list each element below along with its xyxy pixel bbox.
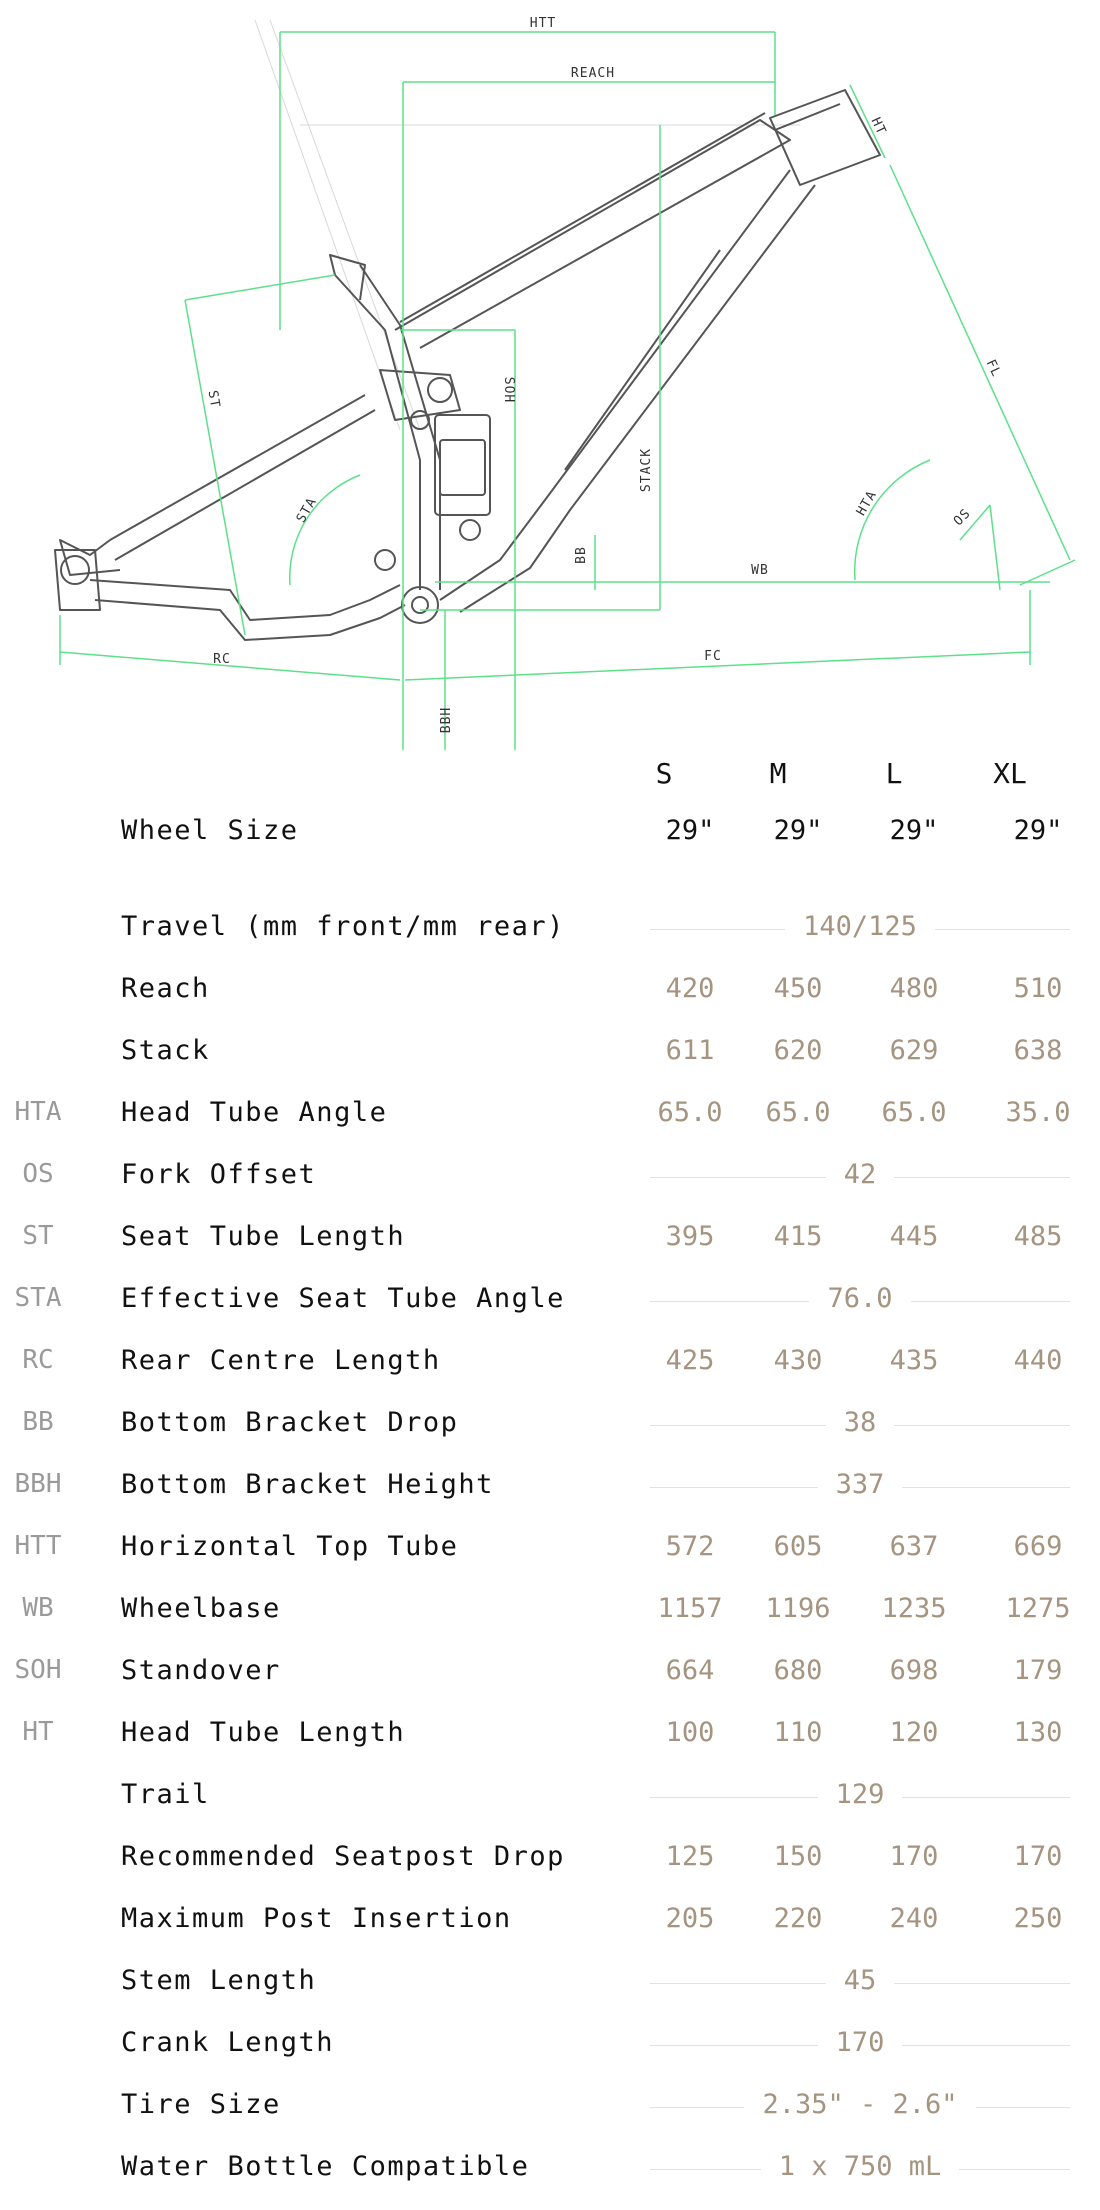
size-value: 415 bbox=[773, 1221, 823, 1252]
table-row bbox=[0, 1821, 1100, 1883]
size-value: 1235 bbox=[881, 1593, 947, 1624]
size-column-headers bbox=[0, 757, 1100, 797]
fl-label: FL bbox=[982, 357, 1004, 380]
table-row bbox=[0, 2131, 1100, 2193]
soh-label: SOH bbox=[501, 376, 516, 404]
table-row bbox=[0, 1015, 1100, 1077]
row-abbreviation: BBH bbox=[14, 1469, 62, 1499]
bb-label: BB bbox=[574, 546, 589, 564]
table-row bbox=[0, 1077, 1100, 1139]
row-label: Stack bbox=[121, 1035, 210, 1066]
spanning-value bbox=[650, 1469, 1070, 1505]
table-row bbox=[0, 1201, 1100, 1263]
htt-label: HTT bbox=[529, 16, 557, 31]
size-header: M bbox=[769, 757, 787, 790]
table-row bbox=[0, 1945, 1100, 2007]
all-sizes-value: 140/125 bbox=[785, 911, 935, 942]
size-value: 125 bbox=[665, 1841, 715, 1872]
size-value: 395 bbox=[665, 1221, 715, 1252]
row-label: Effective Seat Tube Angle bbox=[121, 1283, 565, 1314]
all-sizes-value: 170 bbox=[818, 2027, 903, 2058]
size-value: 638 bbox=[1013, 1035, 1063, 1066]
row-abbreviation: HTA bbox=[14, 1097, 62, 1127]
size-value: 250 bbox=[1013, 1903, 1063, 1934]
table-row bbox=[0, 953, 1100, 1015]
size-header: XL bbox=[993, 757, 1027, 790]
st-label: ST bbox=[204, 389, 223, 410]
sta-label: STA bbox=[293, 495, 321, 526]
size-value: 664 bbox=[665, 1655, 715, 1686]
row-label: Head Tube Length bbox=[121, 1717, 406, 1748]
row-label: Maximum Post Insertion bbox=[121, 1903, 512, 1934]
row-label: Head Tube Angle bbox=[121, 1097, 388, 1128]
size-value: 1157 bbox=[657, 1593, 723, 1624]
table-row bbox=[0, 1697, 1100, 1759]
size-value: 29" bbox=[773, 815, 823, 846]
size-value: 170 bbox=[1013, 1841, 1063, 1872]
all-sizes-value: 2.35" - 2.6" bbox=[744, 2089, 975, 2120]
ht-label: HT bbox=[867, 115, 889, 138]
row-label: Tire Size bbox=[121, 2089, 281, 2120]
fc-label: FC bbox=[704, 649, 722, 664]
table-row bbox=[0, 1883, 1100, 1945]
size-value: 637 bbox=[889, 1531, 939, 1562]
bbh-label: BBH bbox=[439, 706, 454, 734]
size-value: 130 bbox=[1013, 1717, 1063, 1748]
row-label: Standover bbox=[121, 1655, 281, 1686]
row-label: Wheel Size bbox=[121, 815, 299, 846]
size-value: 485 bbox=[1013, 1221, 1063, 1252]
size-value: 65.0 bbox=[765, 1097, 831, 1128]
size-value: 480 bbox=[889, 973, 939, 1004]
row-label: Wheelbase bbox=[121, 1593, 281, 1624]
size-header: S bbox=[655, 757, 673, 790]
spanning-value bbox=[650, 1779, 1070, 1815]
size-value: 611 bbox=[665, 1035, 715, 1066]
size-value: 605 bbox=[773, 1531, 823, 1562]
table-row bbox=[0, 1325, 1100, 1387]
size-value: 65.0 bbox=[657, 1097, 723, 1128]
size-value: 100 bbox=[665, 1717, 715, 1748]
row-label: Fork Offset bbox=[121, 1159, 317, 1190]
row-abbreviation: HTT bbox=[14, 1531, 62, 1561]
spanning-value bbox=[650, 1283, 1070, 1319]
size-value: 240 bbox=[889, 1903, 939, 1934]
reach-label: REACH bbox=[570, 66, 616, 81]
size-value: 220 bbox=[773, 1903, 823, 1934]
size-value: 29" bbox=[1013, 815, 1063, 846]
size-value: 698 bbox=[889, 1655, 939, 1686]
size-value: 620 bbox=[773, 1035, 823, 1066]
os-label: OS bbox=[950, 505, 975, 530]
row-label: Recommended Seatpost Drop bbox=[121, 1841, 565, 1872]
row-abbreviation: BB bbox=[22, 1407, 54, 1437]
wb-label: WB bbox=[751, 563, 769, 578]
row-label: Water Bottle Compatible bbox=[121, 2151, 530, 2182]
size-value: 120 bbox=[889, 1717, 939, 1748]
size-value: 110 bbox=[773, 1717, 823, 1748]
size-value: 445 bbox=[889, 1221, 939, 1252]
stack-label: STACK bbox=[639, 447, 654, 493]
row-label: Trail bbox=[121, 1779, 210, 1810]
size-value: 435 bbox=[889, 1345, 939, 1376]
all-sizes-value: 337 bbox=[818, 1469, 903, 1500]
size-value: 510 bbox=[1013, 973, 1063, 1004]
size-value: 425 bbox=[665, 1345, 715, 1376]
size-value: 430 bbox=[773, 1345, 823, 1376]
table-row bbox=[0, 795, 1100, 861]
rc-label: RC bbox=[213, 652, 231, 667]
all-sizes-value: 76.0 bbox=[809, 1283, 910, 1314]
table-row bbox=[0, 1139, 1100, 1201]
all-sizes-value: 129 bbox=[818, 1779, 903, 1810]
table-row bbox=[0, 2007, 1100, 2069]
row-abbreviation: RC bbox=[22, 1345, 54, 1375]
size-value: 179 bbox=[1013, 1655, 1063, 1686]
row-label: Travel (mm front/mm rear) bbox=[121, 911, 565, 942]
all-sizes-value: 1 x 750 mL bbox=[761, 2151, 960, 2182]
all-sizes-value: 38 bbox=[826, 1407, 895, 1438]
row-abbreviation: WB bbox=[22, 1593, 54, 1623]
spanning-value bbox=[650, 911, 1070, 947]
size-value: 1196 bbox=[765, 1593, 831, 1624]
row-abbreviation: STA bbox=[14, 1283, 62, 1313]
table-row bbox=[0, 1511, 1100, 1573]
table-row bbox=[0, 891, 1100, 953]
size-value: 1275 bbox=[1005, 1593, 1071, 1624]
row-label: Bottom Bracket Drop bbox=[121, 1407, 459, 1438]
bike-frame bbox=[55, 90, 880, 640]
size-value: 205 bbox=[665, 1903, 715, 1934]
row-label: Rear Centre Length bbox=[121, 1345, 441, 1376]
spanning-value bbox=[650, 1407, 1070, 1443]
size-value: 680 bbox=[773, 1655, 823, 1686]
spanning-value bbox=[650, 1159, 1070, 1195]
spanning-value bbox=[650, 2089, 1070, 2125]
row-abbreviation: OS bbox=[22, 1159, 54, 1189]
spanning-value bbox=[650, 2027, 1070, 2063]
dimension-labels bbox=[205, 16, 1004, 733]
spanning-value bbox=[650, 2151, 1070, 2187]
size-value: 669 bbox=[1013, 1531, 1063, 1562]
row-abbreviation: HT bbox=[22, 1717, 54, 1747]
row-label: Horizontal Top Tube bbox=[121, 1531, 459, 1562]
frame-geometry-diagram bbox=[0, 0, 1100, 750]
size-value: 450 bbox=[773, 973, 823, 1004]
all-sizes-value: 42 bbox=[826, 1159, 895, 1190]
spanning-value bbox=[650, 1965, 1070, 2001]
table-row bbox=[0, 1573, 1100, 1635]
row-label: Bottom Bracket Height bbox=[121, 1469, 494, 1500]
geometry-table bbox=[0, 795, 1100, 2193]
row-abbreviation: ST bbox=[22, 1221, 54, 1251]
table-row bbox=[0, 1759, 1100, 1821]
hta-label: HTA bbox=[853, 488, 881, 519]
size-value: 420 bbox=[665, 973, 715, 1004]
table-row bbox=[0, 1449, 1100, 1511]
size-value: 29" bbox=[665, 815, 715, 846]
size-value: 170 bbox=[889, 1841, 939, 1872]
table-row bbox=[0, 1387, 1100, 1449]
size-value: 150 bbox=[773, 1841, 823, 1872]
size-header: L bbox=[885, 757, 903, 790]
row-label: Reach bbox=[121, 973, 210, 1004]
row-label: Crank Length bbox=[121, 2027, 335, 2058]
size-value: 65.0 bbox=[881, 1097, 947, 1128]
size-value: 629 bbox=[889, 1035, 939, 1066]
row-label: Stem Length bbox=[121, 1965, 317, 1996]
size-value: 35.0 bbox=[1005, 1097, 1071, 1128]
size-value: 29" bbox=[889, 815, 939, 846]
all-sizes-value: 45 bbox=[826, 1965, 895, 1996]
size-value: 572 bbox=[665, 1531, 715, 1562]
size-value: 440 bbox=[1013, 1345, 1063, 1376]
table-row bbox=[0, 1635, 1100, 1697]
table-row bbox=[0, 1263, 1100, 1325]
table-row bbox=[0, 2069, 1100, 2131]
row-abbreviation: SOH bbox=[14, 1655, 62, 1685]
row-label: Seat Tube Length bbox=[121, 1221, 406, 1252]
